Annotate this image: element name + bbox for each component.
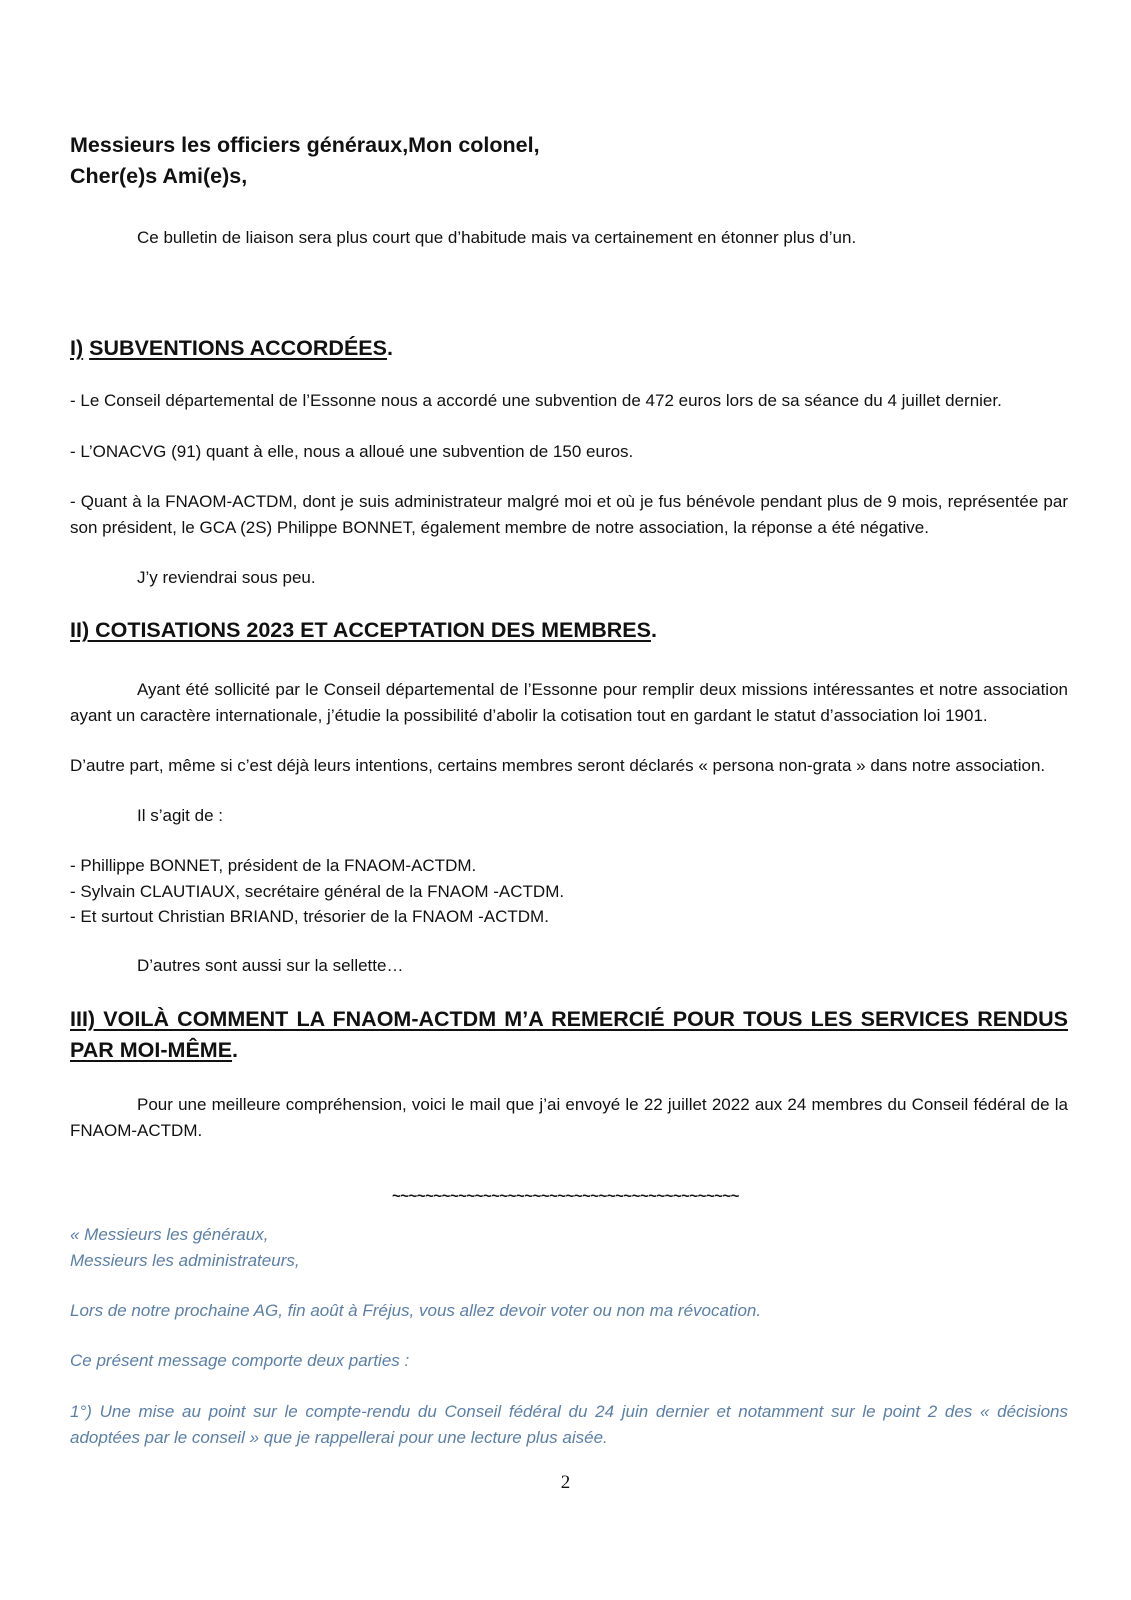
section-1-item-3: - Quant à la FNAOM-ACTDM, dont je suis administrateur malgré moi et où je fus bénévole pendant plus de 9 mois, représentée par son président, le GCA (2S) Philippe BONNET, également membre de notre association, la réponse a été négative. <box>70 492 1068 537</box>
salutation-line-1: Messieurs les officiers généraux,Mon colonel, <box>70 133 540 157</box>
section-2-heading <box>70 615 1068 646</box>
section-2-paragraph-2: D’autre part, même si c’est déjà leurs intentions, certains membres seront déclarés « persona non-grata » dans notre association. <box>70 756 1046 775</box>
section-2-title: II) COTISATIONS 2023 ET ACCEPTATION DES MEMBRES <box>70 618 651 642</box>
section-3-title: III) VOILÀ COMMENT LA FNAOM-ACTDM M’A REMERCIÉ POUR TOUS LES SERVICES RENDUS PAR MOI-MÊME <box>70 1007 1068 1062</box>
list-item: - Phillippe BONNET, président de la FNAOM-ACTDM. <box>70 856 477 875</box>
list-item: - Sylvain CLAUTIAUX, secrétaire général de la FNAOM -ACTDM. <box>70 881 565 901</box>
email-paragraph-1: Lors de notre prochaine AG, fin août à Fréjus, vous allez devoir voter ou non ma révocation. <box>70 1301 762 1320</box>
section-1-number: I) <box>70 336 84 360</box>
section-1-item-1: - Le Conseil départemental de l’Essonne nous a accordé une subvention de 472 euros lors de sa séance du 4 juillet dernier. <box>70 391 1002 410</box>
section-2-title-end: . <box>650 618 657 642</box>
email-paragraph-2: Ce présent message comporte deux parties : <box>70 1351 410 1370</box>
salutation <box>70 130 1070 192</box>
section-2-paragraph-3: Il s’agit de : <box>137 806 223 825</box>
section-1-item-3-followup: J’y reviendrai sous peu. <box>137 568 316 587</box>
section-1-heading <box>70 333 1068 364</box>
section-2-closing: D’autres sont aussi sur la sellette… <box>137 956 404 975</box>
email-line-2: Messieurs les administrateurs, <box>70 1250 300 1270</box>
section-3-heading <box>70 1004 1068 1066</box>
email-paragraph-3: 1°) Une mise au point sur le compte-rendu du Conseil fédéral du 24 juin dernier et notamment sur le point 2 des « décisions adoptées par le conseil » que je rappellerai pour une lecture plus aisée. <box>70 1402 1068 1447</box>
intro-paragraph: Ce bulletin de liaison sera plus court que d’habitude mais va certainement en étonner plus d’un. <box>137 228 857 247</box>
members-list <box>70 853 1068 930</box>
section-2-paragraph-1: Ayant été sollicité par le Conseil départemental de l’Essonne pour remplir deux missions intéressantes et notre association ayant un caractère internationale, j’étudie la possibilité d’abolir la cotisation tout en gardant le statut d’association loi 1901. <box>70 680 1068 725</box>
separator: ~~~~~~~~~~~~~~~~~~~~~~~~~~~~~~~~~~~~~~~~~~ <box>392 1188 739 1205</box>
section-1-title: SUBVENTIONS ACCORDÉES <box>89 336 387 360</box>
section-1-title-end: . <box>386 336 393 360</box>
section-3-title-end: . <box>232 1038 239 1062</box>
email-line-1: « Messieurs les généraux, <box>70 1225 269 1244</box>
salutation-line-2: Cher(e)s Ami(e)s, <box>70 164 248 188</box>
section-3-paragraph-1: Pour une meilleure compréhension, voici le mail que j’ai envoyé le 22 juillet 2022 aux 24 membres du Conseil fédéral de la FNAOM-ACTDM. <box>70 1095 1068 1140</box>
page-number: 2 <box>560 1472 571 1493</box>
list-item: - Et surtout Christian BRIAND, trésorier de la FNAOM -ACTDM. <box>70 907 549 926</box>
email-salutation <box>70 1222 1068 1273</box>
section-1-item-2: - L’ONACVG (91) quant à elle, nous a alloué une subvention de 150 euros. <box>70 442 634 461</box>
